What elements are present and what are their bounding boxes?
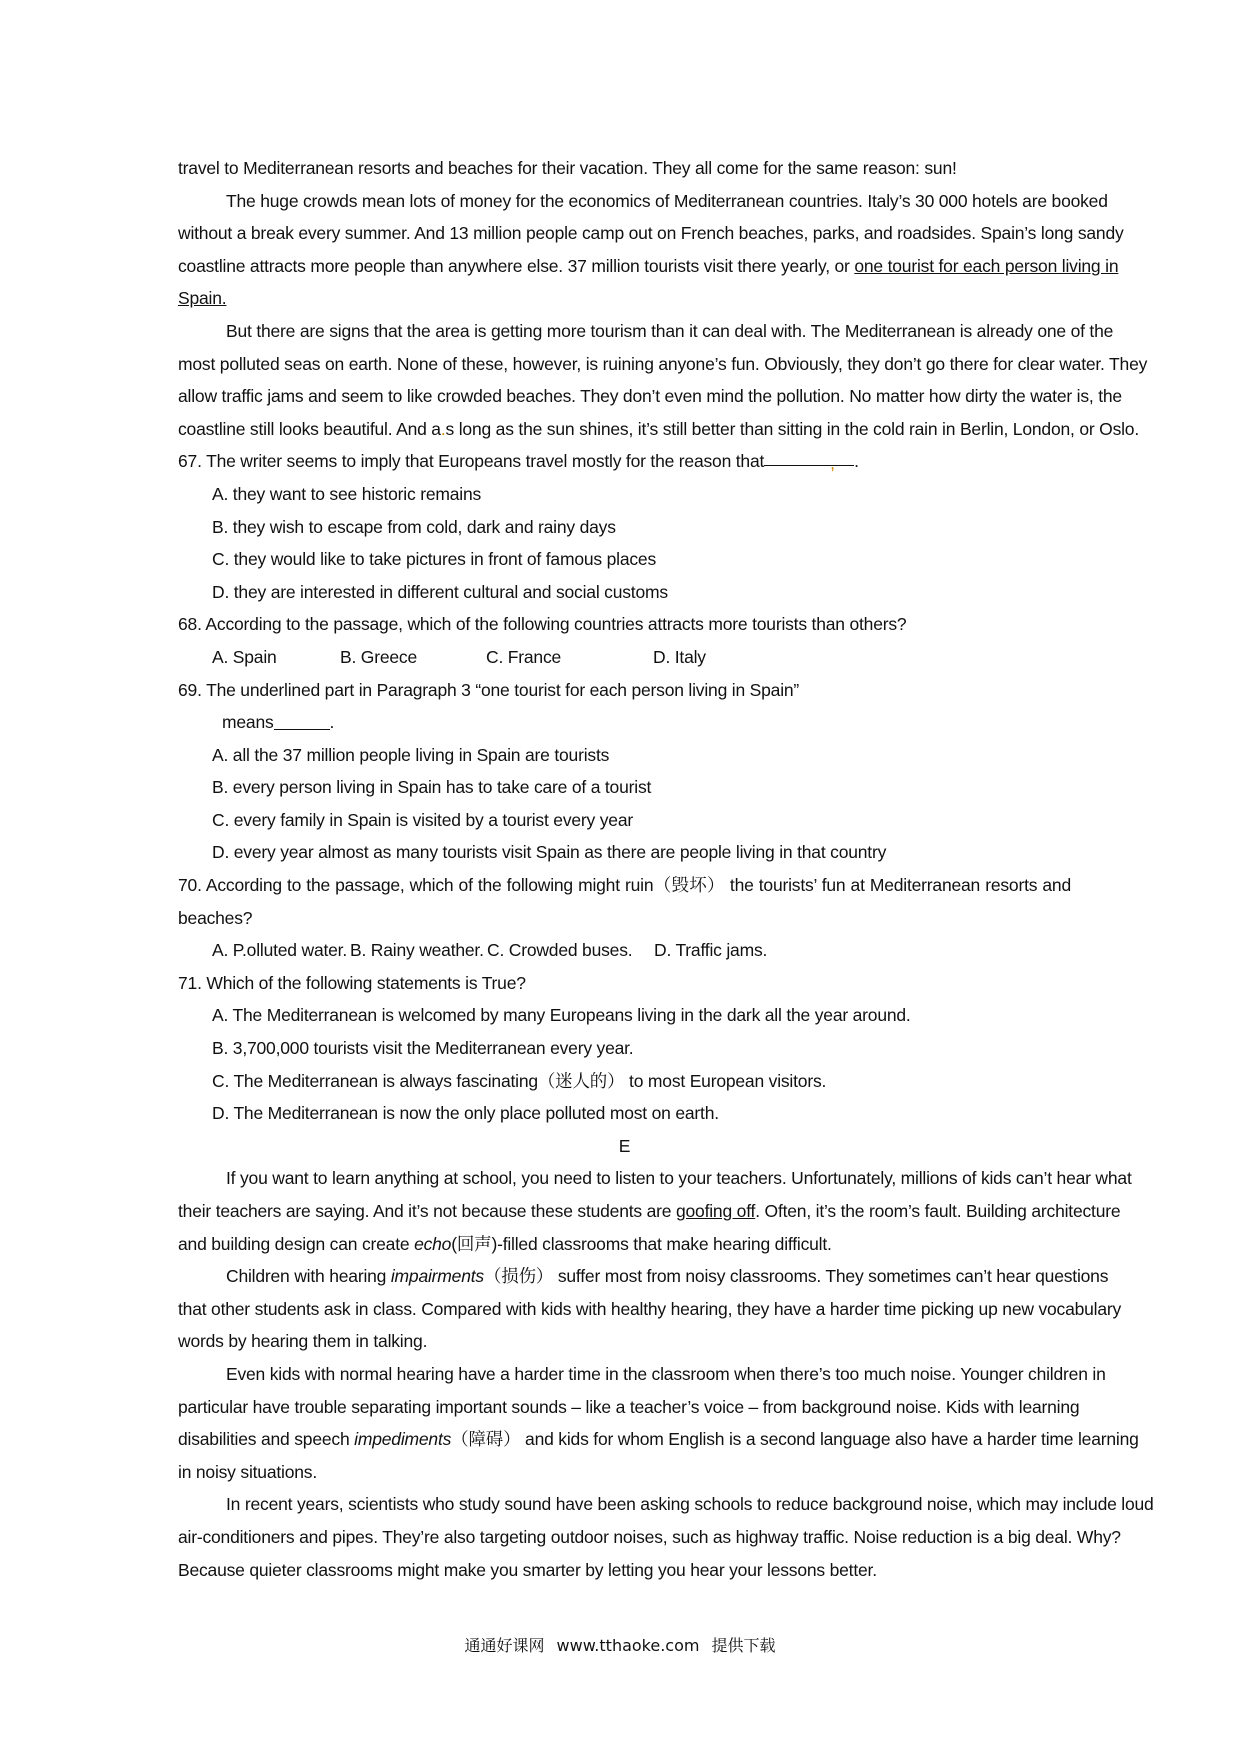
option-b: B. Rainy weather. xyxy=(350,940,484,961)
footer-note: 提供下载 xyxy=(711,1636,776,1655)
paragraph-line: In recent years, scientists who study sound have been asking schools to reduce background noise, which may include loud xyxy=(226,1494,1154,1515)
question-69-stem: 69. The underlined part in Paragraph 3 “one tourist for each person living in Spain” xyxy=(178,679,800,700)
text-span: coastline attracts more people than anywhere else. 37 million tourists visit there yearly, or xyxy=(178,255,855,276)
text-span: coastline still looks beautiful. And a xyxy=(178,418,441,439)
option-c: C. France xyxy=(486,646,562,667)
paragraph-line xyxy=(178,282,1071,315)
question-text: means xyxy=(222,712,274,733)
question-67-stem xyxy=(178,445,1071,478)
text-span: （损伤） suffer most from noisy classrooms. They sometimes can’t hear questions xyxy=(483,1266,1109,1287)
section-heading: E xyxy=(618,1135,631,1156)
paragraph-line: words by hearing them in talking. xyxy=(178,1331,428,1352)
question-68-stem: 68. According to the passage, which of the following countries attracts more tourists than others? xyxy=(178,614,907,635)
option-a: A. The Mediterranean is welcomed by many Europeans living in the dark all the year around. xyxy=(212,1005,911,1026)
paragraph-line xyxy=(178,413,1139,446)
option-b: B. they wish to escape from cold, dark and rainy days xyxy=(212,516,616,537)
paragraph-line: that other students ask in class. Compared with kids with healthy hearing, they have a harder time picking up new vocabulary xyxy=(178,1298,1122,1319)
text-span: their teachers are saying. And it’s not because these students are xyxy=(178,1201,676,1221)
options-row xyxy=(178,934,1071,967)
question-71-stem: 71. Which of the following statements is True? xyxy=(178,972,526,993)
option-d: D. they are interested in different cultural and social customs xyxy=(212,581,668,602)
paragraph-line xyxy=(178,1228,1071,1261)
question-70-stem-cont: beaches? xyxy=(178,907,253,928)
paragraph-line xyxy=(178,250,1119,283)
paragraph-line: Even kids with normal hearing have a harder time in the classroom when there’s too much noise. Younger children in xyxy=(226,1363,1106,1384)
italic-term: impairments xyxy=(390,1266,484,1287)
answer-blank xyxy=(274,711,330,730)
punctuation: . xyxy=(329,712,335,733)
paragraph-line: The huge crowds mean lots of money for the economics of Mediterranean countries. Italy’s 30 000 hotels are booked xyxy=(226,190,1108,211)
paragraph-line: air-conditioners and pipes. They’re also targeting outdoor noises, such as highway traffic. Noise reduction is a big deal. Why? xyxy=(178,1526,1121,1547)
text-span: disabilities and speech xyxy=(178,1429,355,1450)
footer-site-name: 通通好课网 xyxy=(464,1636,545,1655)
paragraph-line: travel to Mediterranean resorts and beaches for their vacation. They all come for the same reason: sun! xyxy=(178,158,957,178)
paragraph-line: If you want to learn anything at school, you need to listen to your teachers. Unfortunately, millions of kids can’t hear what xyxy=(226,1168,1132,1189)
underlined-phrase: goofing off xyxy=(675,1201,756,1221)
option-c: C. they would like to take pictures in front of famous places xyxy=(212,549,656,570)
stray-mark: . xyxy=(440,418,446,439)
option-c: C. Crowded buses. xyxy=(487,940,633,961)
option-c: C. The Mediterranean is always fascinating（迷人的） to most European visitors. xyxy=(212,1070,827,1091)
question-70-stem: 70. According to the passage, which of the following might ruin（毁坏） the tourists’ fun at Mediterranean resorts and xyxy=(178,875,1071,896)
paragraph-line xyxy=(178,1423,1139,1456)
text-span: (回声)-filled classrooms that make hearing difficult. xyxy=(451,1233,832,1254)
option-d: D. every year almost as many tourists visit Spain as there are people living in that country xyxy=(212,842,887,863)
option-c: C. every family in Spain is visited by a tourist every year xyxy=(212,809,634,830)
italic-term: echo xyxy=(414,1233,452,1254)
paragraph-line: Because quieter classrooms might make you smarter by letting you hear your lessons better. xyxy=(178,1559,877,1580)
options-row xyxy=(178,641,1071,674)
option-b: B. every person living in Spain has to take care of a tourist xyxy=(212,777,652,798)
paragraph-line: allow traffic jams and seem to like crowded beaches. They don’t even mind the pollution. No matter how dirty the water is, the xyxy=(178,386,1122,407)
option-a: A. P.olluted water. xyxy=(212,940,347,961)
option-a: A. they want to see historic remains xyxy=(212,483,482,504)
paragraph-line: most polluted seas on earth. None of these, however, is ruining anyone’s fun. Obviously, they don’t go there for clear water. They xyxy=(178,353,1148,374)
question-text: 67. The writer seems to imply that Europeans travel mostly for the reason that xyxy=(178,451,765,472)
option-b: B. 3,700,000 tourists visit the Mediterranean every year. xyxy=(212,1038,634,1059)
paragraph-line: particular have trouble separating important sounds – like a teacher’s voice – from background noise. Kids with learning xyxy=(178,1396,1080,1417)
text-span: . Often, it’s the room’s fault. Building architecture xyxy=(755,1201,1121,1221)
text-span: and building design can create xyxy=(178,1233,415,1254)
question-69-means xyxy=(178,706,1071,739)
option-b: B. Greece xyxy=(340,646,417,667)
document-body xyxy=(178,152,1154,1586)
paragraph-line: without a break every summer. And 13 million people camp out on French beaches, parks, and roadsides. Spain’s long sandy xyxy=(178,223,1124,244)
paragraph-line xyxy=(178,1195,1121,1228)
stray-mark: , xyxy=(830,453,835,474)
option-d: D. Italy xyxy=(653,646,706,667)
punctuation: . xyxy=(854,451,859,472)
text-span: s long as the sun shines, it’s still better than sitting in the cold rain in Berlin, London, or Oslo. xyxy=(445,418,1139,439)
paragraph-line: But there are signs that the area is getting more tourism than it can deal with. The Mediterranean is already one of the xyxy=(226,320,1114,341)
option-a: A. all the 37 million people living in Spain are tourists xyxy=(212,744,610,765)
text-span: （障碍） and kids for whom English is a second language also have a harder time learning xyxy=(451,1429,1139,1450)
paragraph-line xyxy=(178,1260,1109,1293)
italic-term: impediments xyxy=(354,1429,452,1450)
option-d: D. The Mediterranean is now the only place polluted most on earth. xyxy=(212,1103,719,1124)
page-footer xyxy=(0,1633,1240,1656)
option-d: D. Traffic jams. xyxy=(654,940,768,961)
underlined-phrase: Spain. xyxy=(178,288,227,309)
answer-blank xyxy=(764,447,854,474)
paragraph-line: in noisy situations. xyxy=(178,1461,317,1482)
underlined-phrase: one tourist for each person living in xyxy=(854,255,1119,276)
footer-url: www.tthaoke.com xyxy=(556,1636,700,1655)
option-a: A. Spain xyxy=(212,646,277,667)
text-span: Children with hearing xyxy=(226,1266,391,1287)
